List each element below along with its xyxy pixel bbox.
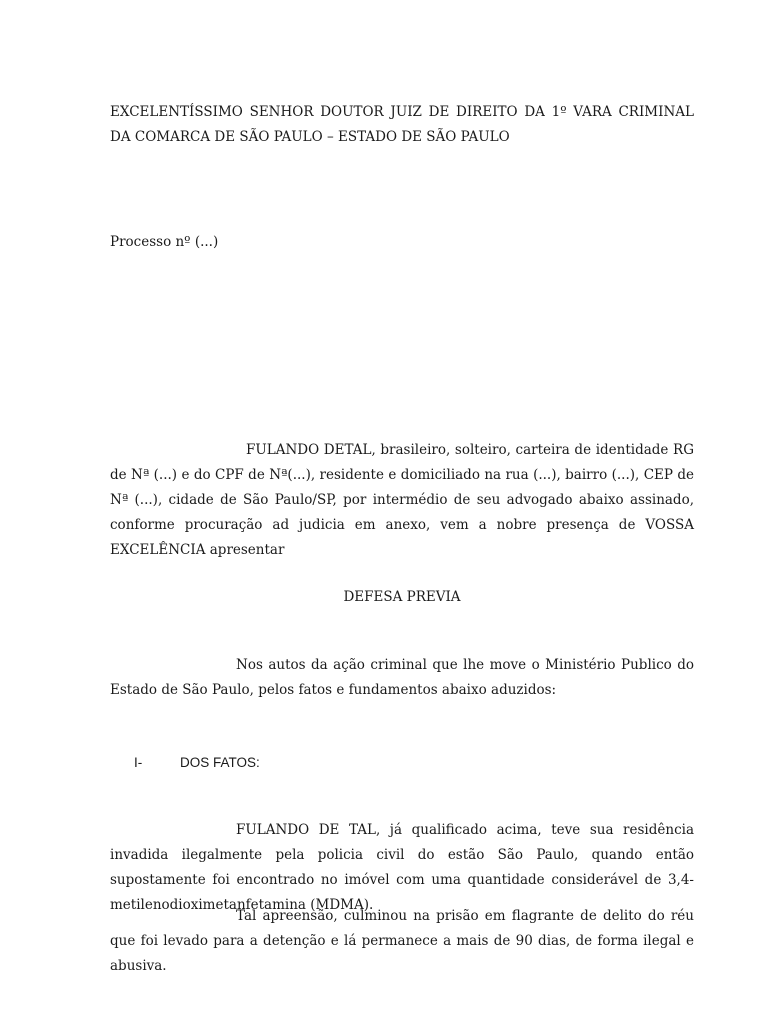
facts-paragraph-2: Tal apreensão, culminou na prisão em flagrante de delito do réu que foi levado para a detenção e lá permanece a mais de 90 dias, de forma ilegal e abusiva.	[110, 908, 694, 974]
facts-paragraph-1: FULANDO DE TAL, já qualificado acima, teve sua residência invadida ilegalmente pela policia civil do estão São Paulo, quando então supostamente foi encontrado no imóvel com uma quantidade considerável de 3,4-metilenodioximetanfetamina (MDMA).	[110, 822, 694, 913]
section-number: I-	[134, 755, 143, 770]
section-label: DOS FATOS:	[180, 755, 260, 770]
section-heading	[134, 750, 434, 775]
qualification-paragraph: FULANDO DETAL, brasileiro, solteiro, carteira de identidade RG de Nª (...) e do CPF de Nª(...), residente e domiciliado na rua (...), bairro (...), CEP de Nª (...), cidade de São Paulo/SP, por intermédio de seu advogado abaixo assinado, conforme procuração ad judicia em anexo, vem a nobre presença de VOSSA EXCELÊNCIA apresentar	[110, 442, 694, 558]
process-number: Processo nº (...)	[110, 234, 219, 250]
document-heading: EXCELENTÍSSIMO SENHOR DOUTOR JUIZ DE DIREITO DA 1º VARA CRIMINAL DA COMARCA DE SÃO PAULO – ESTADO DE SÃO PAULO	[110, 104, 694, 145]
intro-paragraph: Nos autos da ação criminal que lhe move o Ministério Publico do Estado de São Paulo, pelos fatos e fundamentos abaixo aduzidos:	[110, 657, 694, 698]
document-title: DEFESA PREVIA	[343, 589, 461, 605]
